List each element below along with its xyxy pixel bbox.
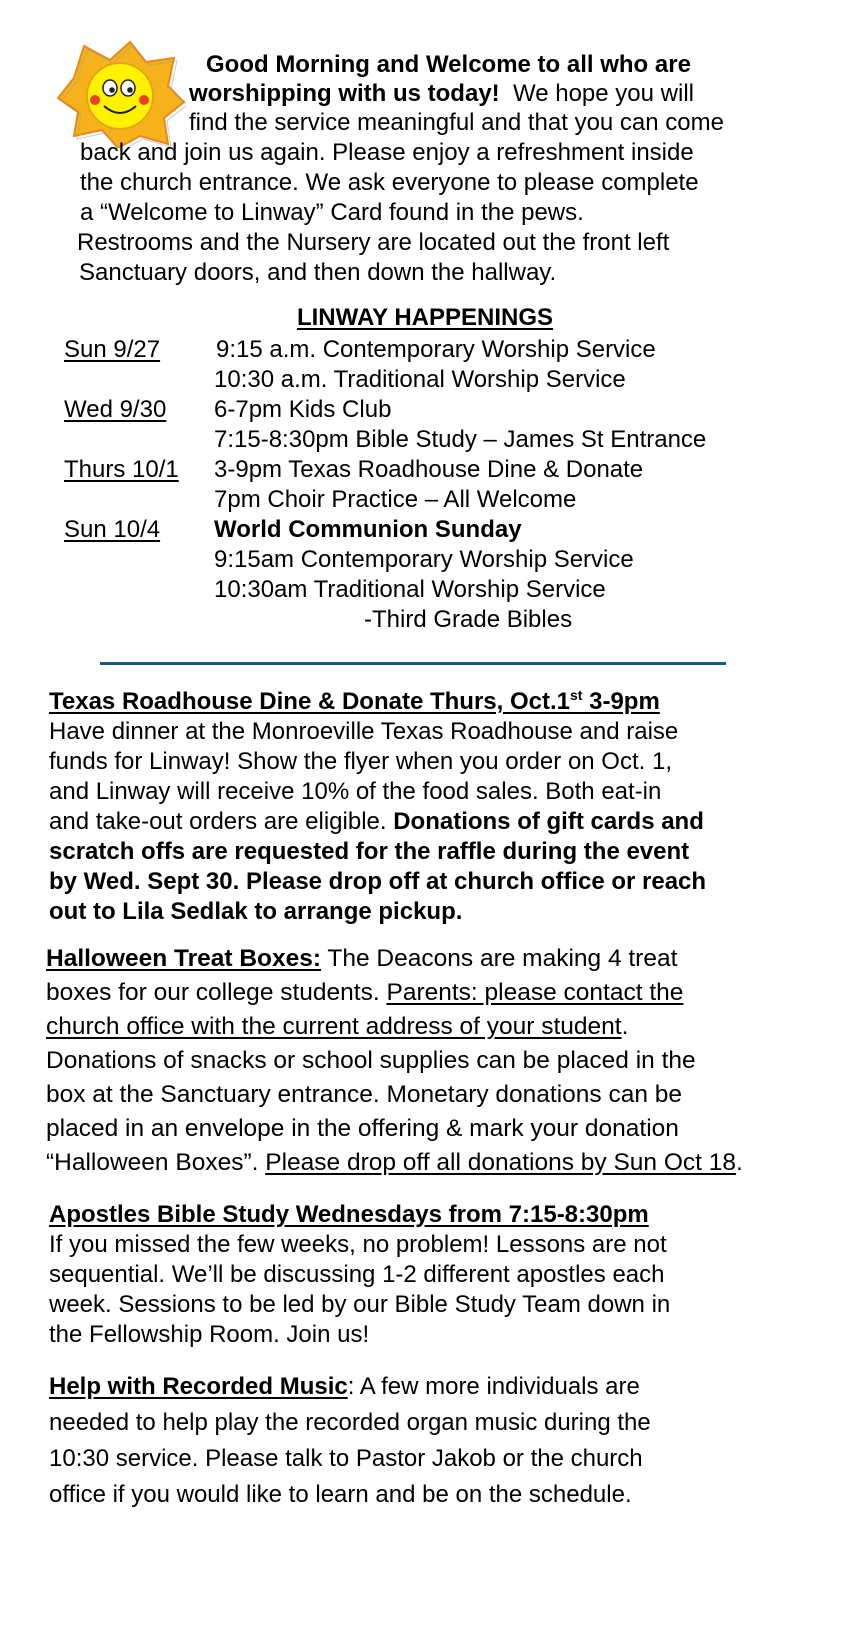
halloween-line: “Halloween Boxes”. Please drop off all donations by Sun Oct 18.: [46, 1149, 743, 1176]
happenings-date: Wed 9/30: [64, 396, 167, 423]
welcome-line-6: a “Welcome to Linway” Card found in the pews.: [80, 199, 584, 226]
music-line: 10:30 service. Please talk to Pastor Jakob or the church: [49, 1445, 643, 1472]
apostles-line: week. Sessions to be led by our Bible Study Team down in: [49, 1291, 671, 1318]
section-divider: [100, 662, 726, 665]
apostles-line: sequential. We’ll be discussing 1-2 different apostles each: [49, 1261, 665, 1288]
happenings-event: -Third Grade Bibles: [364, 606, 573, 633]
happenings-event: 9:15am Contemporary Worship Service: [214, 546, 634, 573]
texas-roadhouse-title: Texas Roadhouse Dine & Donate Thurs, Oct.1st 3-9pm: [49, 687, 660, 715]
texas-line: by Wed. Sept 30. Please drop off at church office or reach: [49, 868, 707, 895]
welcome-line-8: Sanctuary doors, and then down the hallway.: [79, 259, 557, 286]
texas-line: and take-out orders are eligible. Donations of gift cards and: [49, 808, 704, 835]
halloween-title: Halloween Treat Boxes:: [46, 945, 322, 972]
texas-line: scratch offs are requested for the raffle during the event: [49, 838, 690, 865]
welcome-line-2: [189, 78, 694, 109]
apostles-title: Apostles Bible Study Wednesdays from 7:15-8:30pm: [49, 1201, 649, 1228]
halloween-line: placed in an envelope in the offering & mark your donation: [46, 1115, 679, 1142]
halloween-line: church office with the current address of your student.: [46, 1013, 629, 1040]
welcome-line-2-rest: We hope you will: [513, 80, 694, 107]
happenings-event: 7:15-8:30pm Bible Study – James St Entrance: [214, 426, 707, 453]
music-line: Help with Recorded Music: A few more individuals are: [49, 1373, 640, 1400]
happenings-event: 6-7pm Kids Club: [214, 396, 392, 423]
apostles-line: the Fellowship Room. Join us!: [49, 1321, 370, 1348]
happenings-title: LINWAY HAPPENINGS: [296, 304, 554, 331]
smiling-sun-icon: [56, 40, 186, 148]
texas-line: out to Lila Sedlak to arrange pickup.: [49, 898, 463, 925]
welcome-line-7: Restrooms and the Nursery are located out the front left: [77, 229, 670, 256]
happenings-date: Sun 9/27: [64, 336, 161, 363]
welcome-line-5: the church entrance. We ask everyone to please complete: [80, 169, 699, 196]
halloween-line: Donations of snacks or school supplies can be placed in the: [46, 1047, 696, 1074]
welcome-section: [0, 0, 850, 300]
music-line: needed to help play the recorded organ music during the: [49, 1409, 651, 1436]
texas-line: and Linway will receive 10% of the food sales. Both eat-in: [49, 778, 662, 805]
happenings-event: World Communion Sunday: [214, 516, 522, 543]
music-line: office if you would like to learn and be on the schedule.: [49, 1481, 632, 1508]
happenings-event: 3-9pm Texas Roadhouse Dine & Donate: [214, 456, 644, 483]
happenings-date: Thurs 10/1: [64, 456, 179, 483]
music-title: Help with Recorded Music: [49, 1373, 348, 1400]
welcome-heading-line-1: Good Morning and Welcome to all who are: [206, 51, 691, 78]
halloween-line: box at the Sanctuary entrance. Monetary donations can be: [46, 1081, 683, 1108]
happenings-event: 9:15 a.m. Contemporary Worship Service: [216, 336, 656, 363]
happenings-date: Sun 10/4: [64, 516, 161, 543]
welcome-line-4: back and join us again. Please enjoy a refreshment inside: [80, 139, 694, 166]
happenings-event: 10:30am Traditional Worship Service: [214, 576, 606, 603]
texas-line: Have dinner at the Monroeville Texas Roadhouse and raise: [49, 718, 679, 745]
halloween-line: Halloween Treat Boxes: The Deacons are making 4 treat: [46, 945, 678, 972]
welcome-line-3: find the service meaningful and that you can come: [189, 109, 724, 136]
happenings-event: 10:30 a.m. Traditional Worship Service: [214, 366, 626, 393]
texas-line: funds for Linway! Show the flyer when you order on Oct. 1,: [49, 748, 672, 775]
halloween-line: boxes for our college students. Parents: please contact the: [46, 979, 684, 1006]
apostles-line: If you missed the few weeks, no problem! Lessons are not: [49, 1231, 667, 1258]
happenings-event: 7pm Choir Practice – All Welcome: [214, 486, 577, 513]
welcome-heading-line-2: worshipping with us today!: [189, 80, 500, 107]
